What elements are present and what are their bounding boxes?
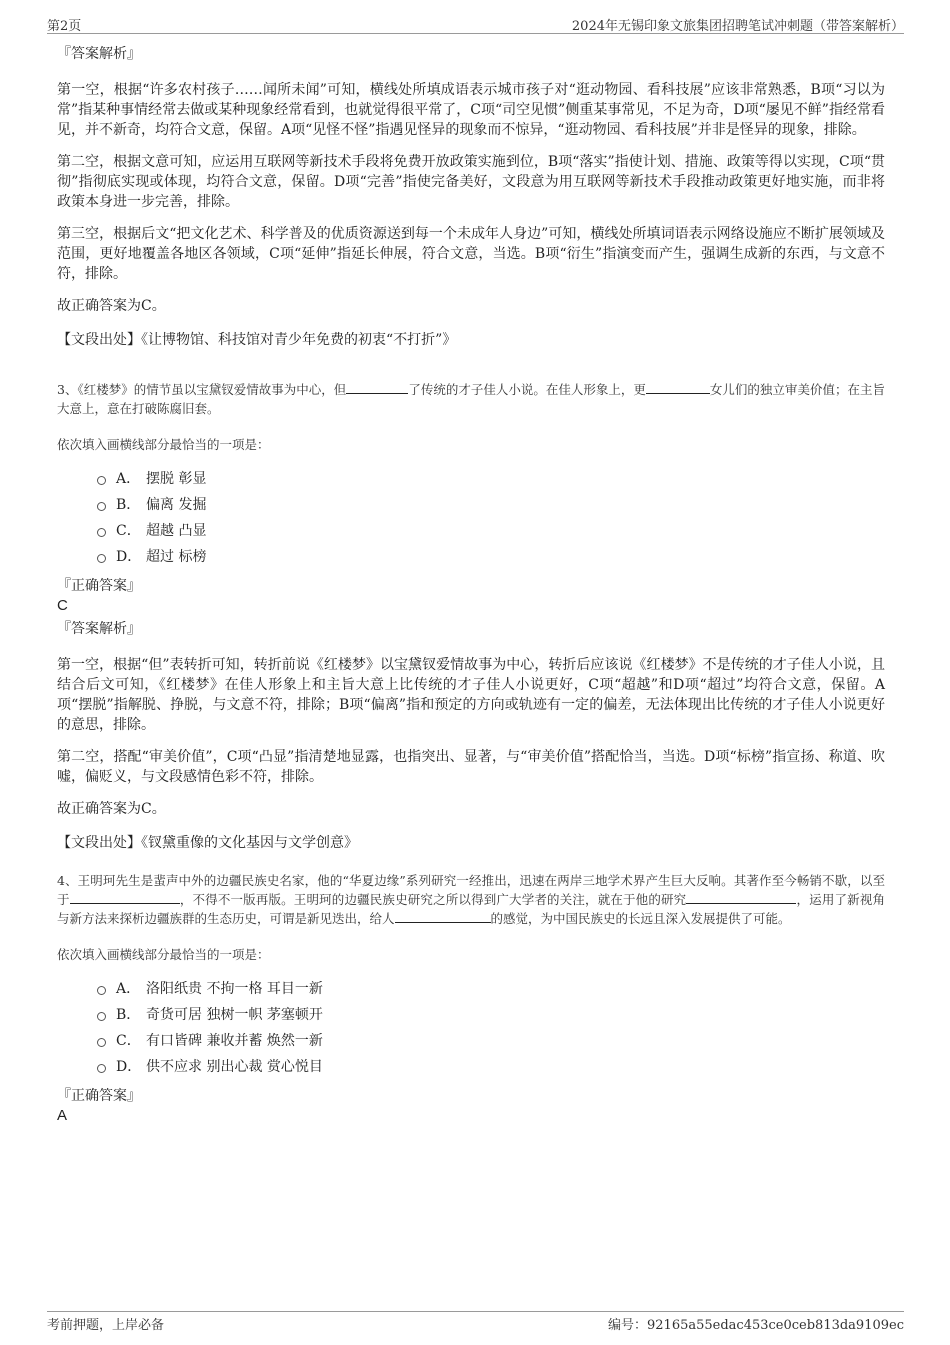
- stem-text: 3、《红楼梦》的情节虽以宝黛钗爱情故事为中心，但: [57, 382, 347, 397]
- option-letter: D．: [116, 1059, 142, 1075]
- option-c[interactable]: [97, 518, 885, 544]
- option-letter: C．: [116, 523, 141, 539]
- option-d[interactable]: [97, 1054, 885, 1080]
- option-b[interactable]: [97, 1002, 885, 1028]
- page-footer: [47, 1311, 904, 1332]
- option-text: 洛阳纸贵 不拘一格 耳目一新: [146, 981, 323, 997]
- source-citation: 【文段出处】《钗黛重像的文化基因与文学创意》: [57, 835, 358, 851]
- option-d[interactable]: [97, 544, 885, 570]
- option-text: 有口皆碑 兼收并蓄 焕然一新: [146, 1033, 323, 1049]
- radio-icon[interactable]: [97, 1038, 106, 1047]
- radio-icon[interactable]: [97, 1064, 106, 1073]
- blank-line: [686, 891, 796, 904]
- analysis-paragraph: 第一空，根据“但”表转折可知，转折前说《红楼梦》以宝黛钗爱情故事为中心，转折后应该说《红楼梦》不是传统的才子佳人小说，且结合后文可知，《红楼梦》在佳人形象上和主旨大意上比传统的才子佳人小说更好，C项“超越”和D项“超过”均符合文意，保留。A项“摆脱”指解脱、挣脱，与文意不符，排除；B项“偏离”指和预定的方向或轨迹有一定的偏差，无法体现出比传统的才子佳人小说更好的意思，排除。: [57, 657, 885, 733]
- stem-text: ，不得不一版再版。王明珂的边疆民族史研究之所以得到广大学者的关注，就在于他的研究: [179, 892, 687, 907]
- correct-answer: A: [57, 1107, 68, 1124]
- option-letter: A．: [116, 981, 141, 997]
- option-text: 摆脱 彰显: [146, 471, 207, 487]
- analysis-paragraph: 第二空，搭配“审美价值”，C项“凸显”指清楚地显露，也指突出、显著，与“审美价值”搭配恰当，当选。D项“标榜”指宣扬、称道、吹嘘，偏贬义，与文段感情色彩不符，排除。: [57, 749, 885, 785]
- page-content: [57, 44, 885, 1125]
- analysis-paragraph: 第二空，根据文意可知，应运用互联网等新技术手段将免费开放政策实施到位，B项“落实”指使计划、措施、政策等得以实现，C项“贯彻”指彻底实现或体现，均符合文意，保留。D项“完善”指使完备美好，文段意为用互联网等新技术手段推动政策更好地实施，而非将政策本身进一步完善，排除。: [57, 154, 885, 210]
- analysis-label: 『答案解析』: [57, 46, 141, 62]
- option-c[interactable]: [97, 1028, 885, 1054]
- option-b[interactable]: [97, 492, 885, 518]
- option-letter: A．: [116, 471, 141, 487]
- question-stem: [57, 871, 885, 928]
- option-letter: B．: [116, 1007, 141, 1023]
- source-citation: 【文段出处】《让博物馆、科技馆对青少年免费的初衷“不打折”》: [57, 332, 457, 348]
- blank-line: [646, 381, 710, 394]
- prev-analysis-section: [57, 44, 885, 350]
- option-text: 超越 凸显: [146, 523, 207, 539]
- question-instruction: 依次填入画横线部分最恰当的一项是：: [57, 437, 270, 452]
- page-number: 第2页: [47, 19, 82, 34]
- blank-line: [346, 381, 408, 394]
- stem-text: 女儿们的独立审美价值；在主旨大意上，意在打破陈腐旧套。: [57, 382, 885, 416]
- question-4: [57, 871, 885, 1125]
- analysis-paragraph: 第一空，根据“许多农村孩子……闻所未闻”可知，横线处所填成语表示城市孩子对“逛动物园、看科技展”应该非常熟悉，B项“习以为常”指某种事情经常去做或某种现象经常看到，也就觉得很平常了，C项“司空见惯”侧重某事常见，不足为奇，D项“屡见不鲜”指经常看见，并不新奇，均符合文意，保留。A项“见怪不怪”指遇见怪异的现象而不惊异，“逛动物园、看科技展”并非是怪异的现象，排除。: [57, 82, 885, 138]
- radio-icon[interactable]: [97, 554, 106, 563]
- blank-line: [70, 891, 180, 904]
- option-list: [57, 466, 885, 570]
- analysis-label: 『答案解析』: [57, 621, 141, 637]
- radio-icon[interactable]: [97, 502, 106, 511]
- blank-line: [395, 910, 491, 923]
- option-letter: C．: [116, 1033, 141, 1049]
- answer-label: 『正确答案』: [57, 1088, 141, 1104]
- document-id: 编号：92165a55edac453ce0ceb813da9109ec: [608, 1318, 904, 1333]
- stem-text: 的感觉，为中国民族史的长远且深入发展提供了可能。: [490, 911, 791, 926]
- stem-text: 了传统的才子佳人小说。在佳人形象上，更: [408, 382, 646, 397]
- radio-icon[interactable]: [97, 1012, 106, 1021]
- option-text: 偏离 发掘: [146, 497, 207, 513]
- option-letter: B．: [116, 497, 141, 513]
- option-list: [57, 976, 885, 1080]
- radio-icon[interactable]: [97, 528, 106, 537]
- option-text: 奇货可居 独树一帜 茅塞顿开: [146, 1007, 323, 1023]
- analysis-conclusion: 故正确答案为C。: [57, 298, 166, 314]
- document-title: 2024年无锡印象文旅集团招聘笔试冲刺题（带答案解析）: [571, 19, 904, 34]
- radio-icon[interactable]: [97, 476, 106, 485]
- analysis-conclusion: 故正确答案为C。: [57, 801, 166, 817]
- correct-answer: C: [57, 597, 68, 614]
- option-a[interactable]: [97, 976, 885, 1002]
- option-text: 超过 标榜: [146, 549, 207, 565]
- answer-label: 『正确答案』: [57, 578, 141, 594]
- option-a[interactable]: [97, 466, 885, 492]
- question-instruction: 依次填入画横线部分最恰当的一项是：: [57, 947, 270, 962]
- stem-text: 4、王明珂先生是蜚声中外的边疆民族史名家，他的“华夏边缘”系列研究一经推出，迅速在两岸三地学术界产生巨大反响。其著作至今畅销不歇，以至于: [57, 873, 885, 907]
- analysis-paragraph: 第三空，根据后文“把文化艺术、科学普及的优质资源送到每一个未成年人身边”可知，横线处所填词语表示网络设施应不断扩展领域及范围，更好地覆盖各地区各领域，C项“延伸”指延长伸展，符合文意，当选。B项“衍生”指演变而产生，强调生成新的东西，与文意不符，排除。: [57, 226, 885, 282]
- option-text: 供不应求 别出心裁 赏心悦目: [146, 1059, 323, 1075]
- option-letter: D．: [116, 549, 142, 565]
- radio-icon[interactable]: [97, 986, 106, 995]
- question-stem: [57, 380, 885, 418]
- question-3: [57, 380, 885, 853]
- footer-slogan: 考前押题，上岸必备: [47, 1318, 165, 1333]
- stem-text: ，运用了新视角与新方法来探析边疆族群的生态历史，可谓是新见迭出，给人: [57, 892, 885, 926]
- page-header: [47, 13, 904, 34]
